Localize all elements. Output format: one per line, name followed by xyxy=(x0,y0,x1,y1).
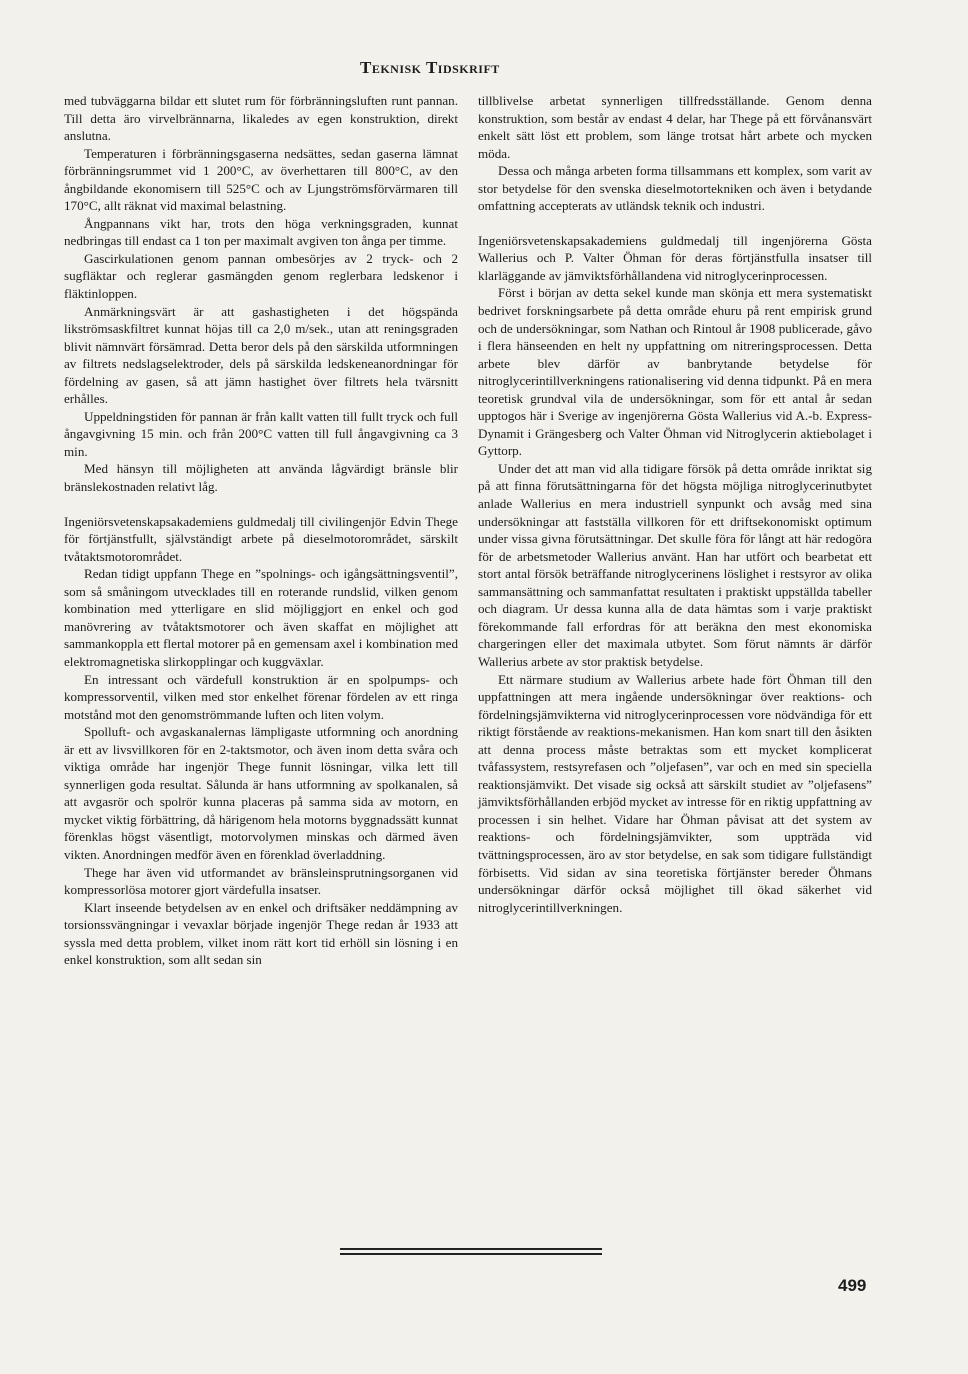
paragraph: Anmärkningsvärt är att gashastigheten i det högspända likströmsaskfiltret kunnat höjas till ca 2,0 m/sek., utan att reningsgraden blivit nämnvärt försämrad. Detta beror dels på den särskilda utformningen av filtrets nedslagselektroder, dels på särskilda ledskeneanordningar för fördelning av gasen, så att jämn hastighet över filtrets hela tvärsnitt erhålles. xyxy=(64,303,458,407)
section-gap xyxy=(478,215,872,232)
page-number: 499 xyxy=(838,1276,867,1295)
paragraph: Ett närmare studium av Wallerius arbete hade fört Öhman till den uppfattningen att mera ingående undersökningar över reaktions- och fördelningsjämvikterna vid nitroglycerinprocessen vore nödvändiga för ett riktigt förstående av reaktions-mekanismen. Han kom snart till den åsikten att denna process måste betraktas som ett mycket komplicerat tvåfassystem, restsyrefasen och ”oljefasen”, var och en med sin speciella reaktionsjämvikt. Det visade sig också att särskilt studiet av ”oljefasens” jämviktsförhållanden erbjöd mycket av intresse för en riktig uppfattning av processen i sin helhet. Vidare har Öhman påvisat att det system av reaktions- och fördelningsjämvikter, som uppträda vid tvättningsprocessen, äro av stor betydelse, en sak som tidigare fullständigt förbisetts. Vid sidan av sina teoretiska förtjänster bereder Öhmans undersökningar därför också möjlighet till ökad säkerhet vid nitroglycerintillverkningen. xyxy=(478,671,872,915)
paragraph: Temperaturen i förbränningsgaserna nedsättes, sedan gaserna lämnat förbränningsrummet vid 1 200°C, av överhettaren till 800°C, av den ångbildande ekonomisern till 525°C och av Ljungströmsförvärmaren till 170°C, allt räknat vid maximal belastning. xyxy=(64,145,458,214)
paragraph: Ångpannans vikt har, trots den höga verkningsgraden, kunnat nedbringas till endast ca 1 ton per maximalt avgiven ton ånga per timme. xyxy=(64,215,458,249)
right-column xyxy=(478,92,872,916)
left-column xyxy=(64,92,458,969)
end-rule-bottom xyxy=(340,1253,602,1255)
paragraph: Redan tidigt uppfann Thege en ”spolnings- och igångsättningsventil”, som så småningom utvecklades till en roterande rundslid, vilken genom kombination med ytterligare en slid möjliggjort en enkel och god manövrering av tvåtaktsmotorer och även skaffat en möjlighet att sammankoppla ett flertal motorer på en gemensam axel i kombination med elektromagnetiska slirkopplingar och kuggväxlar. xyxy=(64,566,458,669)
paragraph: Dessa och många arbeten forma tillsammans ett komplex, som varit av stor betydelse för den svenska dieselmotortekniken och även i betydande omfattning accepterats av utländsk teknik och industri. xyxy=(478,163,872,214)
paragraph: Ingeniörsvetenskapsakademiens guldmedalj till ingenjörerna Gösta Wallerius och P. Valter Öhman för deras förtjänstfulla insatser till klarläggande av jämviktsförhållandena vid nitroglycerinprocessen. xyxy=(478,232,872,283)
paragraph: Spolluft- och avgaskanalernas lämpligaste utformning och anordning är ett av livsvillkoren för en 2-taktsmotor, och även inom detta svåra och viktiga område har ingenjör Thege funnit lösningar, vilka lett till synnerligen goda resultat. Sålunda är hans utformning av spolkanalen, så att avgasrör och spolrör kunna placeras på samma sida av motorn, en mycket viktig förbättring, då härigenom hela motorns byggnadssätt kunnat förenklas högst väsentligt, motorvolymen minskas och därmed även vikten. Anordningen medför även en förenklad överladdning. xyxy=(64,724,458,862)
paragraph: Thege har även vid utformandet av bränsleinsprutningsorganen vid kompressorlösa motorer gjort värdefulla insatser. xyxy=(64,864,458,898)
paragraph: Uppeldningstiden för pannan är från kallt vatten till fullt tryck och full ångavgivning 15 min. och från 200°C vatten till full ångavgivning ca 3 min. xyxy=(64,408,458,459)
paragraph: Först i början av detta sekel kunde man skönja ett mera systematiskt bedrivet forskningsarbete på detta område ehuru på rent empirisk grund och de undersökningar, som Nathan och Rintoul år 1908 publicerade, gåvo i flera hänseenden en helt ny uppfattning om nitreringsprocessen. Detta arbete blev därför av banbrytande betydelse för nitroglycerintillverkningens rationalisering vid denna tidpunkt. På en mera teoretisk grundval vila de undersökningar, som för ett antal år sedan upptogos här i Sverige av ingenjörerna Gösta Wallerius vid A.-b. Express-Dynamit i Grängesberg och Valter Öhman vid Nitroglycerin aktiebolaget i Gyttorp. xyxy=(478,285,872,459)
paragraph: Ingeniörsvetenskapsakademiens guldmedalj till civilingenjör Edvin Thege för förtjänstfullt, självständigt arbete på dieselmotorområdet, särskilt tvåtaktsmotorområdet. xyxy=(64,513,458,564)
section-gap xyxy=(64,496,458,513)
paragraph: Klart inseende betydelsen av en enkel och driftsäker neddämpning av torsionssvängningar i vevaxlar började ingenjör Thege redan år 1933 att syssla med detta problem, vilket inom rätt kort tid erhöll sin lösning i en enkel konstruktion, som allt sedan sin xyxy=(64,899,458,968)
paragraph: En intressant och värdefull konstruktion är en spolpumps- och kompressorventil, vilken med stor enkelhet förenar fördelen av ett ringa motstånd mot den genomströmmande luften och liten volym. xyxy=(64,671,458,722)
paragraph: Gascirkulationen genom pannan ombesörjes av 2 tryck- och 2 sugfläktar och reglerar gasmängden genom reglerbara ledskenor i fläktinloppen. xyxy=(64,250,458,302)
paragraph: tillblivelse arbetat synnerligen tillfredsställande. Genom denna konstruktion, som består av endast 4 delar, har Thege på ett förvånansvärt enkelt sätt löst ett problem, som länge trotsat hårt arbete och mycken möda. xyxy=(478,93,872,161)
paragraph: Med hänsyn till möjligheten att använda lågvärdigt bränsle blir bränslekostnaden relativt låg. xyxy=(64,461,458,495)
journal-header: Teknisk Tidskrift xyxy=(360,58,500,77)
paragraph: Under det att man vid alla tidigare försök på detta område inriktat sig på att finna förutsättningarna för det högsta möjliga nitroglycerinutbytet anlade Wallerius en mera industriell synpunkt och avsåg med sina undersökningar att fastställa villkoren för ett driftsekonomiskt optimum under vissa givna förutsättningar. Det skulle föra för långt att här redogöra för de arbetsmetoder Wallerius använt. Han har utfört och bearbetat ett stort antal försök beträffande nitroglycerinens löslighet i restsyror av olika sammansättning och sammanfattat resultaten i praktiskt uppställda tabeller och diagram. Ur dessa kunna alla de data hämtas som i varje praktiskt förekommande fall erfordras för att beräkna den mest ekonomiska chargeringen eller det maximala utbytet. Som förut nämnts är därför Wallerius arbete av stor praktisk betydelse. xyxy=(478,460,872,669)
end-rule-top xyxy=(340,1248,602,1250)
paragraph: med tubväggarna bildar ett slutet rum för förbränningsluften runt pannan. Till detta äro virvelbrännarna, likaledes av egen konstruktion, direkt anslutna. xyxy=(64,93,458,144)
